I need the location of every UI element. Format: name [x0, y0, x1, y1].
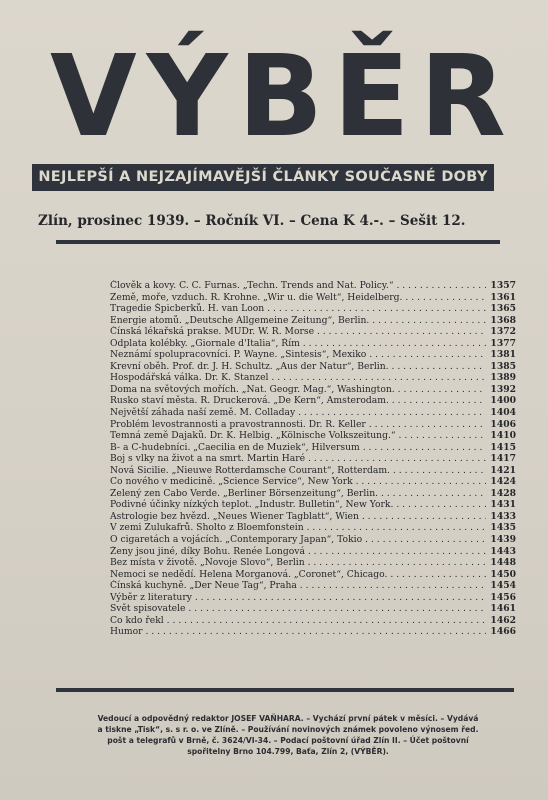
toc-entry-title: Neznámí spolupracovníci. P. Wayne. „Sintesis“, Mexiko . . . [110, 349, 486, 361]
table-of-contents [110, 280, 516, 638]
toc-entry-page: 1372 [490, 326, 516, 338]
toc-entry-page: 1357 [490, 280, 516, 291]
toc-entry [110, 534, 516, 546]
toc-entry [110, 407, 516, 419]
toc-entry [110, 522, 516, 534]
toc-entry-page: 1377 [490, 337, 516, 349]
imprint-line: spořitelny Brno 104.799, Baťa, Zlín 2, (VÝBĚR). [187, 747, 389, 756]
toc-entry-page: 1466 [490, 626, 516, 638]
toc-entry [110, 465, 516, 477]
toc-entry-page: 1431 [490, 499, 516, 511]
toc-entry-page: 1400 [490, 395, 516, 407]
bottom-rule [56, 688, 514, 692]
toc-entry [110, 419, 516, 431]
toc-entry [110, 569, 516, 581]
toc-entry-title: Největší záhada naší země. M. Colladay . . . [110, 407, 486, 419]
toc-entry-title: O cigaretách a vojácích. „Contemporary Japan“, Tokio . . . [110, 534, 486, 546]
imprint-line: pošt a telegrafů v Brně, č. 3624/VI-34. – Podací poštovní úřad Zlín II. – Účet poštovní [107, 736, 469, 745]
imprint-footer [58, 713, 518, 757]
toc-entry-title: Země, moře, vzduch. R. Krohne. „Wir u. die Welt“, Heidelberg. . . . [110, 292, 486, 304]
toc-entry [110, 442, 516, 454]
toc-entry [110, 546, 516, 558]
toc-entry-page: 1415 [490, 441, 516, 453]
toc-entry-page: 1439 [490, 534, 516, 546]
toc-entry-page: 1361 [490, 291, 516, 303]
toc-entry [110, 292, 516, 304]
toc-entry-title: Hospodářská válka. Dr. K. Stanzel . . . [110, 372, 486, 384]
toc-entry-title: Svět spisovatele . . . [110, 603, 486, 615]
top-rule [56, 240, 500, 244]
toc-entry [110, 349, 516, 361]
toc-entry-page: 1428 [490, 487, 516, 499]
toc-entry-page: 1461 [490, 603, 516, 615]
toc-entry [110, 395, 516, 407]
toc-entry-page: 1417 [490, 453, 516, 465]
toc-entry-title: Čínská kuchyně. „Der Neue Tag“, Praha . . . [110, 580, 486, 592]
toc-entry [110, 361, 516, 373]
toc-entry-title: Zelený zen Cabo Verde. „Berliner Börsenzeitung“, Berlin. . . . [110, 488, 486, 500]
toc-entry [110, 603, 516, 615]
toc-entry [110, 338, 516, 350]
toc-entry-title: B- a C-hudebníci. „Caecilia en de Muziek“, Hilversum . . . [110, 442, 486, 454]
masthead-title: VÝBĚR [50, 32, 516, 162]
toc-entry-page: 1435 [490, 522, 516, 534]
toc-entry-page: 1456 [490, 591, 516, 603]
toc-entry [110, 592, 516, 604]
toc-entry-page: 1462 [490, 614, 516, 626]
toc-entry-page: 1389 [490, 372, 516, 384]
masthead-subtitle: NEJLEPŠÍ A NEJZAJÍMAVĚJŠÍ ČLÁNKY SOUČASNÉ DOBY [32, 164, 494, 191]
toc-entry [110, 326, 516, 338]
imprint-line: Vedoucí a odpovědný redaktor JOSEF VAŇHARA. – Vychází první pátek v měsíci. – Vydává [97, 714, 479, 723]
toc-entry-page: 1450 [490, 568, 516, 580]
toc-entry-title: V zemi Zulukafrů. Sholto z Bloemfonstein . . . [110, 522, 486, 534]
toc-entry [110, 280, 516, 292]
toc-entry-title: Krevní oběh. Prof. dr. J. H. Schultz. „Aus der Natur“, Berlin. . . . [110, 361, 486, 373]
toc-entry [110, 557, 516, 569]
toc-entry-title: Boj s vlky na život a na smrt. Martin Haré . . . [110, 453, 486, 465]
toc-entry-page: 1421 [490, 464, 516, 476]
toc-entry-page: 1406 [490, 418, 516, 430]
toc-entry-title: Doma na světových mořích. „Nat. Geogr. Mag.“, Washington. . . . [110, 384, 486, 396]
toc-entry-page: 1404 [490, 407, 516, 419]
toc-entry-title: Astrologie bez hvězd. „Neues Wiener Tagblatt“, Wien . . . [110, 511, 486, 523]
toc-entry-page: 1443 [490, 545, 516, 557]
toc-entry-title: Bez místa v životě. „Novoje Slovo“, Berlin . . . [110, 557, 486, 569]
toc-entry-title: Výběr z literatury . . . [110, 592, 486, 604]
toc-entry-title: Čínská lékařská prakse. MUDr. W. R. Morse . . . [110, 326, 486, 338]
toc-entry-title: Temná země Dajaků. Dr. K. Helbig. „Kölnische Volkszeitung.“ . . . [110, 430, 486, 442]
toc-entry-title: Odplata kolébky. „Giornale d'Italia“, Řím . . . [110, 338, 486, 350]
toc-entry [110, 476, 516, 488]
toc-entry [110, 315, 516, 327]
toc-entry-title: Ženy jsou jiné, díky Bohu. Renée Longová . . . [110, 546, 486, 558]
toc-entry [110, 626, 516, 638]
toc-entry [110, 303, 516, 315]
toc-entry [110, 430, 516, 442]
toc-entry [110, 453, 516, 465]
issue-line: Zlín, prosinec 1939. – Ročník VI. – Cena K 4.-. – Sešit 12. [38, 213, 466, 229]
toc-entry [110, 384, 516, 396]
toc-entry-title: Co kdo řekl . . . [110, 615, 486, 627]
toc-entry [110, 615, 516, 627]
toc-entry-page: 1392 [490, 383, 516, 395]
toc-entry-title: Nemoci se nedědí. Helena Morganová. „Coronet“, Chicago. . . . [110, 569, 486, 581]
toc-entry-title: Nová Sicilie. „Nieuwe Rotterdamsche Courant“, Rotterdam. . . . [110, 465, 486, 477]
toc-entry-page: 1424 [490, 476, 516, 488]
toc-entry [110, 499, 516, 511]
toc-entry-title: Co nového v medicině. „Science Service“, New York . . . [110, 476, 486, 488]
toc-entry-page: 1410 [490, 430, 516, 442]
toc-entry-title: Člověk a kovy. C. C. Furnas. „Techn. Trends and Nat. Policy.“ . . . [110, 280, 486, 292]
toc-entry [110, 372, 516, 384]
toc-entry-title: Energie atomů. „Deutsche Allgemeine Zeitung“, Berlin. . . . [110, 315, 486, 327]
toc-entry [110, 580, 516, 592]
toc-entry-page: 1433 [490, 510, 516, 522]
toc-entry-title: Problém levostrannosti a pravostrannosti. Dr. R. Keller . . . [110, 419, 486, 431]
toc-entry-page: 1385 [490, 360, 516, 372]
toc-entry-title: Tragedie Špicberků. H. van Loon . . . [110, 303, 486, 315]
toc-entry-title: Podivné účinky nízkých teplot. „Industr. Bulletin“, New York. . . . [110, 499, 486, 511]
toc-entry-page: 1365 [490, 303, 516, 315]
toc-entry-title: Rusko staví města. R. Druckerová. „De Kern“, Amsterodam. . . . [110, 395, 486, 407]
toc-entry [110, 511, 516, 523]
imprint-line: a tiskne „Tisk“, s. s r. o. ve Zlíně. – Používání novinových známek povoleno výnosem řed. [97, 725, 479, 734]
toc-entry-title: Humor . . . [110, 626, 486, 638]
toc-entry-page: 1454 [490, 580, 516, 592]
toc-entry-page: 1381 [490, 349, 516, 361]
toc-entry [110, 488, 516, 500]
toc-entry-page: 1448 [490, 557, 516, 569]
toc-entry-page: 1368 [490, 314, 516, 326]
